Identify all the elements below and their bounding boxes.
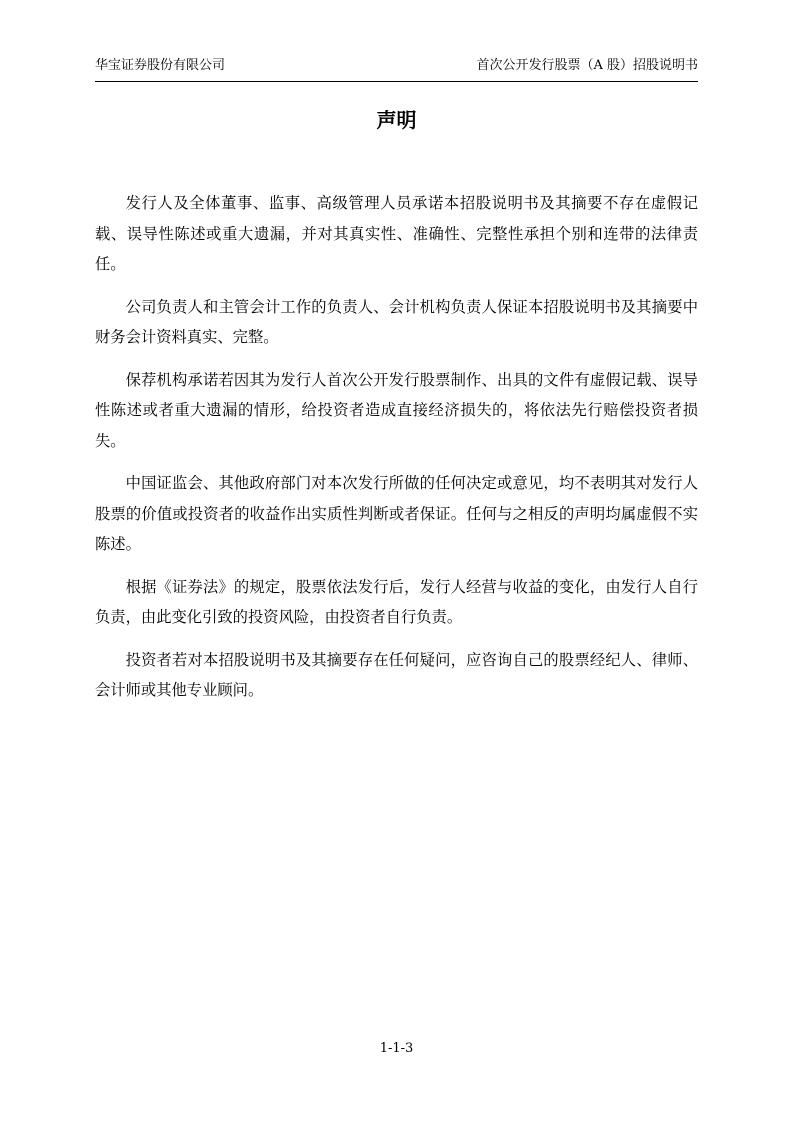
page-header xyxy=(95,55,698,82)
header-document-title: 首次公开发行股票（A 股）招股说明书 xyxy=(476,58,698,73)
paragraph: 中国证监会、其他政府部门对本次发行所做的任何决定或意见，均不表明其对发行人股票的价值或投资者的收益作出实质性判断或者保证。任何与之相反的声明均属虚假不实陈述。 xyxy=(95,474,698,553)
document-body xyxy=(95,188,698,718)
paragraph: 发行人及全体董事、监事、高级管理人员承诺本招股说明书及其摘要不存在虚假记载、误导性陈述或重大遗漏，并对其真实性、准确性、完整性承担个别和连带的法律责任。 xyxy=(95,194,698,273)
paragraph: 投资者若对本招股说明书及其摘要存在任何疑问，应咨询自己的股票经纪人、律师、会计师或其他专业顾问。 xyxy=(95,650,698,699)
paragraph: 保荐机构承诺若因其为发行人首次公开发行股票制作、出具的文件有虚假记载、误导性陈述或者重大遗漏的情形，给投资者造成直接经济损失的，将依法先行赔偿投资者损失。 xyxy=(95,370,698,450)
paragraph: 根据《证券法》的规定，股票依法发行后，发行人经营与收益的变化，由发行人自行负责，由此变化引致的投资风险，由投资者自行负责。 xyxy=(95,577,698,626)
paragraph: 公司负责人和主管会计工作的负责人、会计机构负责人保证本招股说明书及其摘要中财务会计资料真实、完整。 xyxy=(95,297,698,346)
page-number: 1-1-3 xyxy=(379,1041,414,1056)
header-company-name: 华宝证券股份有限公司 xyxy=(95,58,226,73)
page-title: 声明 xyxy=(376,108,417,132)
